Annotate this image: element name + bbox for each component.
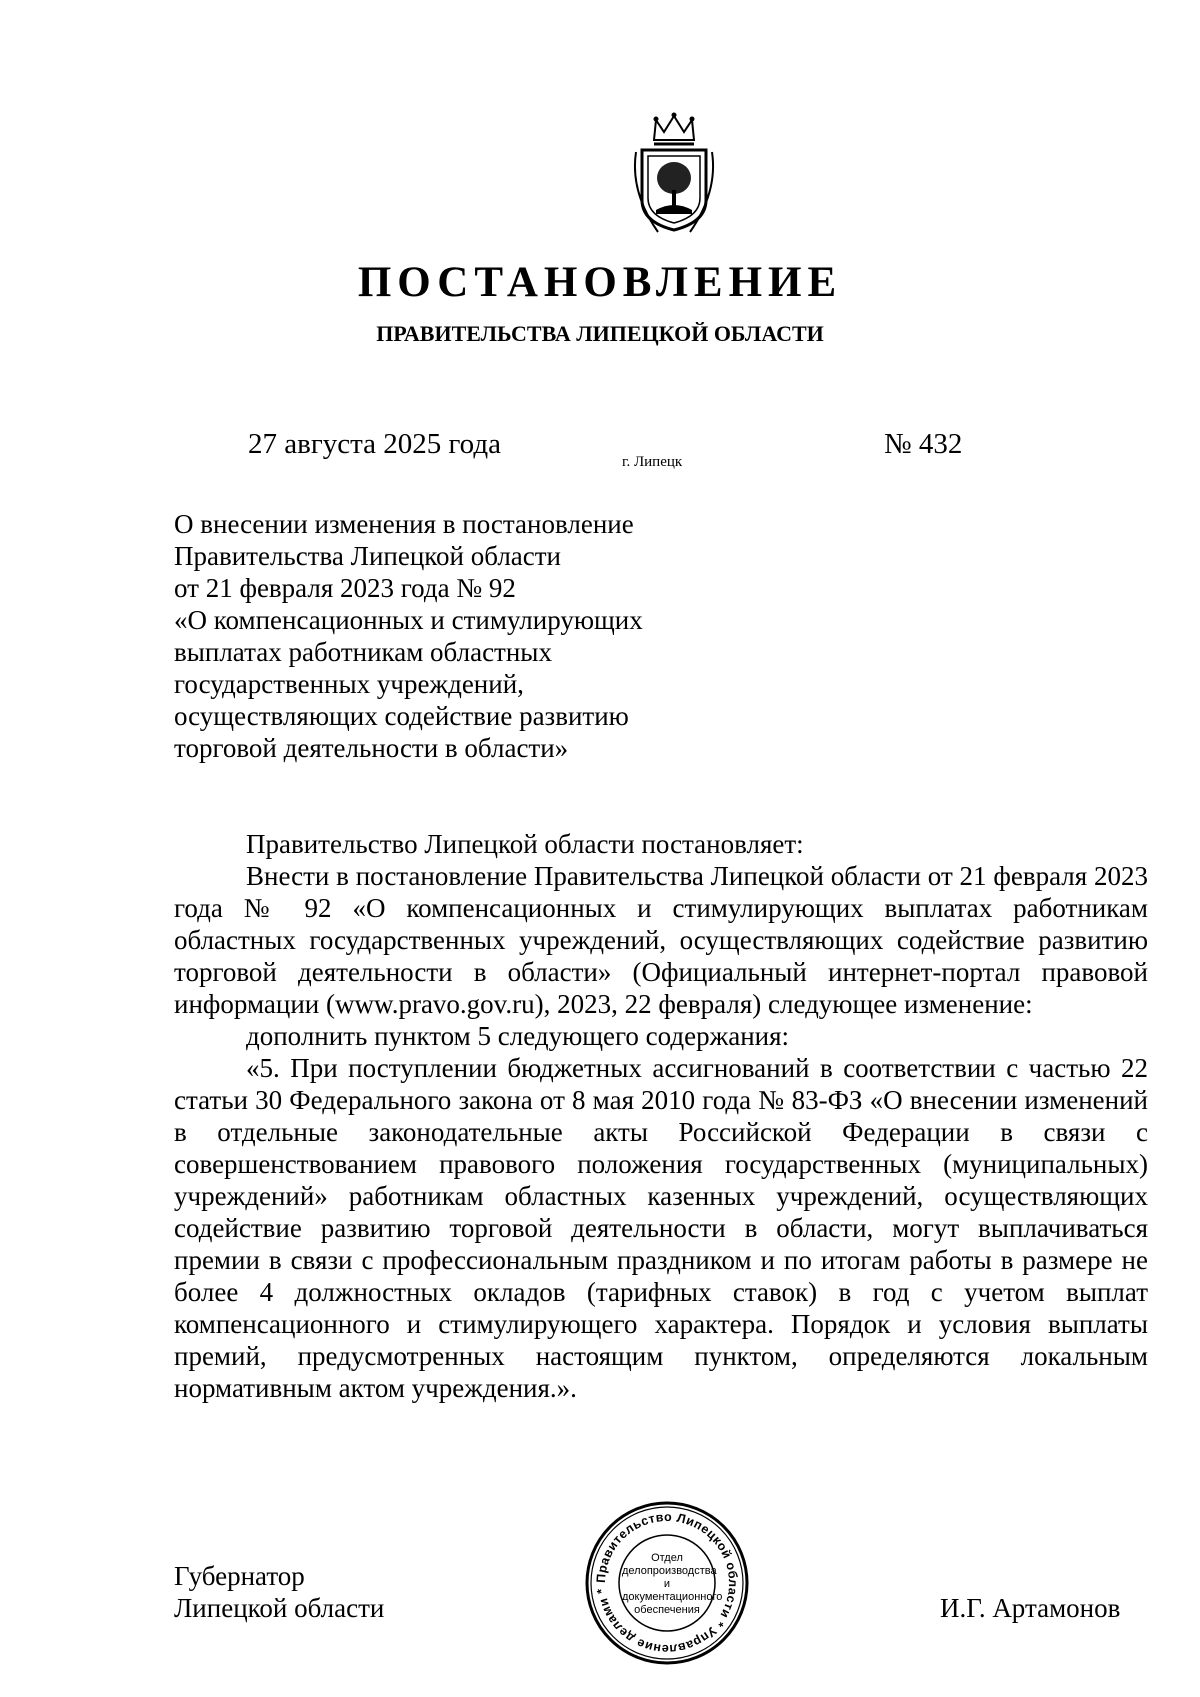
seal-ring-text: Правительство Липецкой области * Управление делами * xyxy=(593,1509,741,1657)
document-place: г. Липецк xyxy=(622,454,683,470)
heading-line: Правительства Липецкой области xyxy=(174,541,562,571)
seal-center-text xyxy=(622,1552,723,1617)
heading-line: осуществляющих содействие развитию xyxy=(174,701,629,731)
heading-line: торговой деятельности в области» xyxy=(174,733,569,763)
document-subtitle: ПРАВИТЕЛЬСТВА ЛИПЕЦКОЙ ОБЛАСТИ xyxy=(376,321,824,346)
document-date: 27 августа 2025 года xyxy=(248,428,501,460)
coat-of-arms-icon xyxy=(628,112,720,236)
document-heading xyxy=(174,508,734,764)
seal-center-line: делопроизводства и xyxy=(622,1565,717,1590)
body-intro: Правительство Липецкой области постановляет: xyxy=(246,829,804,859)
heading-line: государственных учреждений, xyxy=(174,669,524,699)
heading-line: О внесении изменения в постановление xyxy=(174,509,634,539)
document-body xyxy=(174,828,1148,1404)
heading-line: выплатах работникам областных xyxy=(174,637,552,667)
body-paragraph: Внести в постановление Правительства Липецкой области от 21 февраля 2023 года № 92 «О компенсационных и стимулирующих выплатах работникам областных государственных учреждений, осуществляющих содействие развитию торговой деятельности в области» (Официальный интернет-портал правовой информации (www.pravo.gov.ru), 2023, 22 февраля) следующее изменение: xyxy=(174,861,1148,1019)
seal-center-line: Отдел xyxy=(651,1552,683,1564)
heading-line: от 21 февраля 2023 года № 92 xyxy=(174,573,516,603)
document-number: № 432 xyxy=(884,428,963,460)
seal-center-line: обеспечения xyxy=(634,1604,700,1616)
signatory-position xyxy=(174,1560,384,1624)
signatory-name: И.Г. Артамонов xyxy=(940,1593,1121,1623)
seal-center-line: документационного xyxy=(622,1591,723,1603)
document-title: ПОСТАНОВЛЕНИЕ xyxy=(357,259,843,306)
signatory-position-line: Губернатор xyxy=(174,1561,305,1591)
heading-line: «О компенсационных и стимулирующих xyxy=(174,605,643,635)
signatory-position-line: Липецкой области xyxy=(174,1593,385,1623)
body-paragraph: дополнить пунктом 5 следующего содержания: xyxy=(246,1021,790,1051)
body-paragraph: «5. При поступлении бюджетных ассигнований в соответствии с частью 22 статьи 30 Федерального закона от 8 мая 2010 года № 83-ФЗ «О внесении изменений в отдельные законодательные акты Российской Федерации в связи с совершенствованием правового положения государственных (муниципальных) учреждений» работникам областных казенных учреждений, осуществляющих содействие развитию торговой деятельности в области, могут выплачиваться премии в связи с профессиональным праздником и по итогам работы в размере не более 4 должностных окладов (тарифных ставок) в год с учетом выплат компенсационного и стимулирующего характера. Порядок и условия выплаты премий, предусмотренных настоящим пунктом, определяются локальным нормативным актом учреждения.». xyxy=(174,1053,1148,1403)
